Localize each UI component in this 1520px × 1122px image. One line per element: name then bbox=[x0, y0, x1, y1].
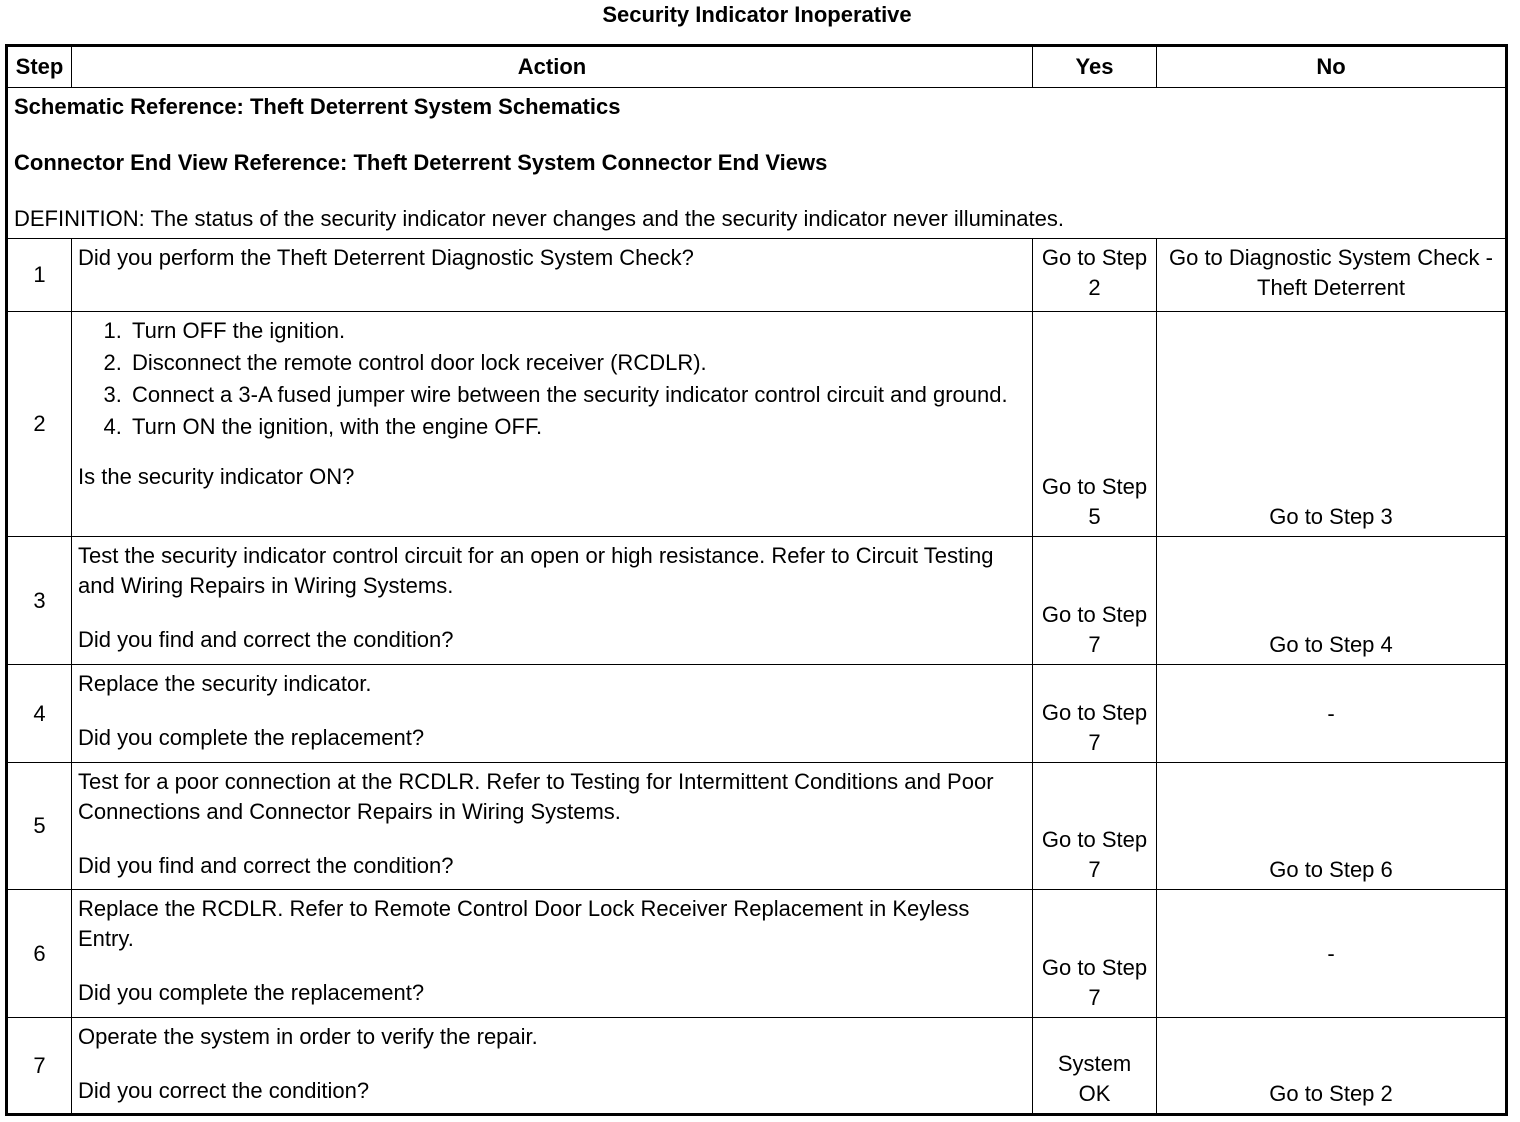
question-text: Is the security indicator ON? bbox=[78, 464, 355, 489]
action-cell bbox=[72, 665, 1033, 763]
no-cell: Go to Step 2 bbox=[1157, 1018, 1507, 1115]
definition-text: DEFINITION: The status of the security indicator never changes and the security indicator never illuminates. bbox=[14, 206, 1064, 231]
no-cell: Go to Step 6 bbox=[1157, 763, 1507, 890]
column-header-action: Action bbox=[72, 46, 1033, 88]
document-title: Security Indicator Inoperative bbox=[602, 2, 912, 27]
action-cell bbox=[72, 1018, 1033, 1115]
action-cell bbox=[72, 239, 1033, 312]
question-text: Did you correct the condition? bbox=[78, 1078, 370, 1103]
step-number: 3 bbox=[7, 537, 72, 665]
diagnostic-table bbox=[5, 44, 1508, 1116]
table-row bbox=[7, 537, 1507, 665]
procedure-step: 1. Turn OFF the ignition. bbox=[128, 316, 1026, 346]
yes-cell: Go to Step 7 bbox=[1033, 890, 1157, 1018]
action-text: Test the security indicator control circuit for an open or high resistance. Refer to Circuit Testing and Wiring Repairs in Wiring Systems. bbox=[78, 543, 994, 598]
table-row bbox=[7, 312, 1507, 537]
action-cell bbox=[72, 890, 1033, 1018]
yes-cell: Go to Step 7 bbox=[1033, 763, 1157, 890]
reference-cell bbox=[7, 88, 1507, 239]
step-number: 7 bbox=[7, 1018, 72, 1115]
yes-cell: Go to Step 7 bbox=[1033, 537, 1157, 665]
step-number: 5 bbox=[7, 763, 72, 890]
question-text: Did you find and correct the condition? bbox=[78, 853, 454, 878]
table-row bbox=[7, 763, 1507, 890]
action-text: Test for a poor connection at the RCDLR. Refer to Testing for Intermittent Conditions and Poor Connections and Connector Repairs in Wiring Systems. bbox=[78, 769, 994, 824]
step-number: 2 bbox=[7, 312, 72, 537]
no-cell: - bbox=[1157, 665, 1507, 763]
schematic-reference: Schematic Reference: Theft Deterrent System Schematics bbox=[14, 94, 621, 119]
no-cell: Go to Step 3 bbox=[1157, 312, 1507, 537]
no-cell: - bbox=[1157, 890, 1507, 1018]
step-number: 1 bbox=[7, 239, 72, 312]
step-number: 4 bbox=[7, 665, 72, 763]
step-number: 6 bbox=[7, 890, 72, 1018]
action-cell bbox=[72, 537, 1033, 665]
procedure-list bbox=[78, 316, 1026, 442]
connector-reference: Connector End View Reference: Theft Deterrent System Connector End Views bbox=[14, 150, 828, 175]
procedure-step: 2. Disconnect the remote control door lock receiver (RCDLR). bbox=[128, 348, 1026, 378]
procedure-step: 3. Connect a 3-A fused jumper wire between the security indicator control circuit and ground. bbox=[128, 380, 1026, 410]
column-header-step: Step bbox=[7, 46, 72, 88]
action-cell bbox=[72, 312, 1033, 537]
table-row bbox=[7, 665, 1507, 763]
procedure-step: 4. Turn ON the ignition, with the engine OFF. bbox=[128, 412, 1026, 442]
yes-cell: Go to Step 5 bbox=[1033, 312, 1157, 537]
table-header-row bbox=[7, 46, 1507, 88]
table-row bbox=[7, 239, 1507, 312]
yes-cell: Go to Step 7 bbox=[1033, 665, 1157, 763]
yes-cell: System OK bbox=[1033, 1018, 1157, 1115]
action-text: Operate the system in order to verify the repair. bbox=[78, 1024, 538, 1049]
column-header-yes: Yes bbox=[1033, 46, 1157, 88]
action-cell bbox=[72, 763, 1033, 890]
action-text: Replace the security indicator. bbox=[78, 671, 372, 696]
reference-row bbox=[7, 88, 1507, 239]
table-row bbox=[7, 1018, 1507, 1115]
question-text: Did you find and correct the condition? bbox=[78, 627, 454, 652]
no-cell: Go to Step 4 bbox=[1157, 537, 1507, 665]
table-row bbox=[7, 890, 1507, 1018]
no-cell: Go to Diagnostic System Check - Theft Deterrent bbox=[1157, 239, 1507, 312]
column-header-no: No bbox=[1157, 46, 1507, 88]
question-text: Did you complete the replacement? bbox=[78, 725, 425, 750]
action-text: Did you perform the Theft Deterrent Diagnostic System Check? bbox=[78, 245, 694, 270]
yes-cell: Go to Step 2 bbox=[1033, 239, 1157, 312]
action-text: Replace the RCDLR. Refer to Remote Control Door Lock Receiver Replacement in Keyless Entry. bbox=[78, 896, 970, 951]
question-text: Did you complete the replacement? bbox=[78, 980, 425, 1005]
